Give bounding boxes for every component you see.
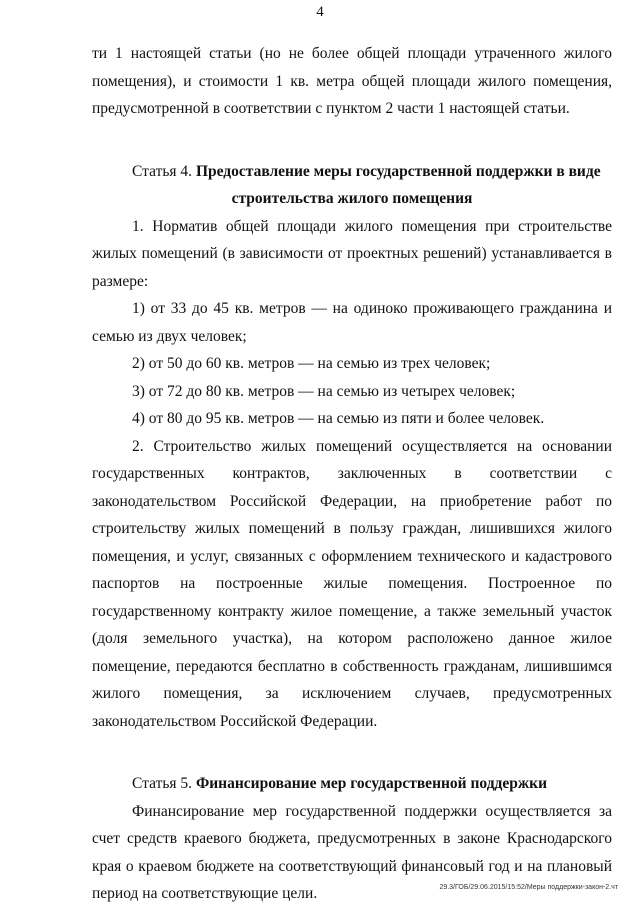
list-item-1: 1) от 33 до 45 кв. метров — на одиноко проживающего гражданина и семью из двух человек;	[92, 300, 612, 345]
article-5-paragraph-1: Финансирование мер государственной поддержки осуществляется за счет средств краевого бюджета, предусмотренных в законе Краснодарского края о краевом бюджете на соответствующий финансовый год и на плановый период на соответствующие цели.	[92, 802, 612, 902]
intro-paragraph: ти 1 настоящей статьи (но не более общей площади утраченного жилого помещения), и стоимости 1 кв. метра общей площади жилого помещения, предусмотренной в соответствии с пунктом 2 части 1 настоящей статьи.	[92, 45, 612, 117]
list-item-2: 2) от 50 до 60 кв. метров — на семью из трех человек;	[132, 355, 491, 372]
page-number: 4	[316, 4, 324, 20]
article-5-label: Статья 5.	[132, 775, 193, 792]
article-5-heading	[92, 770, 612, 798]
section-gap	[92, 735, 612, 770]
article-4-paragraph-2: 2. Строительство жилых помещений осуществляется на основании государственных контрактов, заключенных в соответствии с законодательством Российской Федерации, на приобретение работ по строительству жилых помещений в пользу граждан, лишившихся жилого помещения, и услуг, связанных с оформлением технического и кадастрового паспортов на построенные жилые помещения. Построенное по государственному контракту жилое помещение, а также земельный участок (доля земельного участка), на котором расположено данное жилое помещение, передаются бесплатно в собственность гражданам, лишившимся жилого помещения, за исключением случаев, предусмотренных законодательством Российской Федерации.	[92, 437, 612, 730]
list-item-4: 4) от 80 до 95 кв. метров — на семью из пяти и более человек.	[132, 410, 545, 427]
document-body	[92, 40, 612, 908]
article-5-title: Финансирование мер государственной поддержки	[195, 775, 547, 792]
article-4-paragraph-1: 1. Норматив общей площади жилого помещения при строительстве жилых помещений (в зависимости от проектных решений) устанавливается в размере:	[92, 217, 612, 290]
article-4-title-line1: Предоставление меры государственной поддержки в виде	[195, 162, 601, 180]
list-item-3: 3) от 72 до 80 кв. метров — на семью из четырех человек;	[132, 382, 516, 400]
article-4-label: Статья 4.	[132, 162, 193, 180]
article-4-title-line2: строительства жилого помещения	[231, 190, 473, 207]
section-gap	[92, 123, 612, 158]
footer-file-stamp: 29.3/ГОБ/29.06.2015/15:52/Меры поддержки-закон-2.чт	[439, 884, 618, 891]
article-4-heading	[92, 158, 612, 213]
